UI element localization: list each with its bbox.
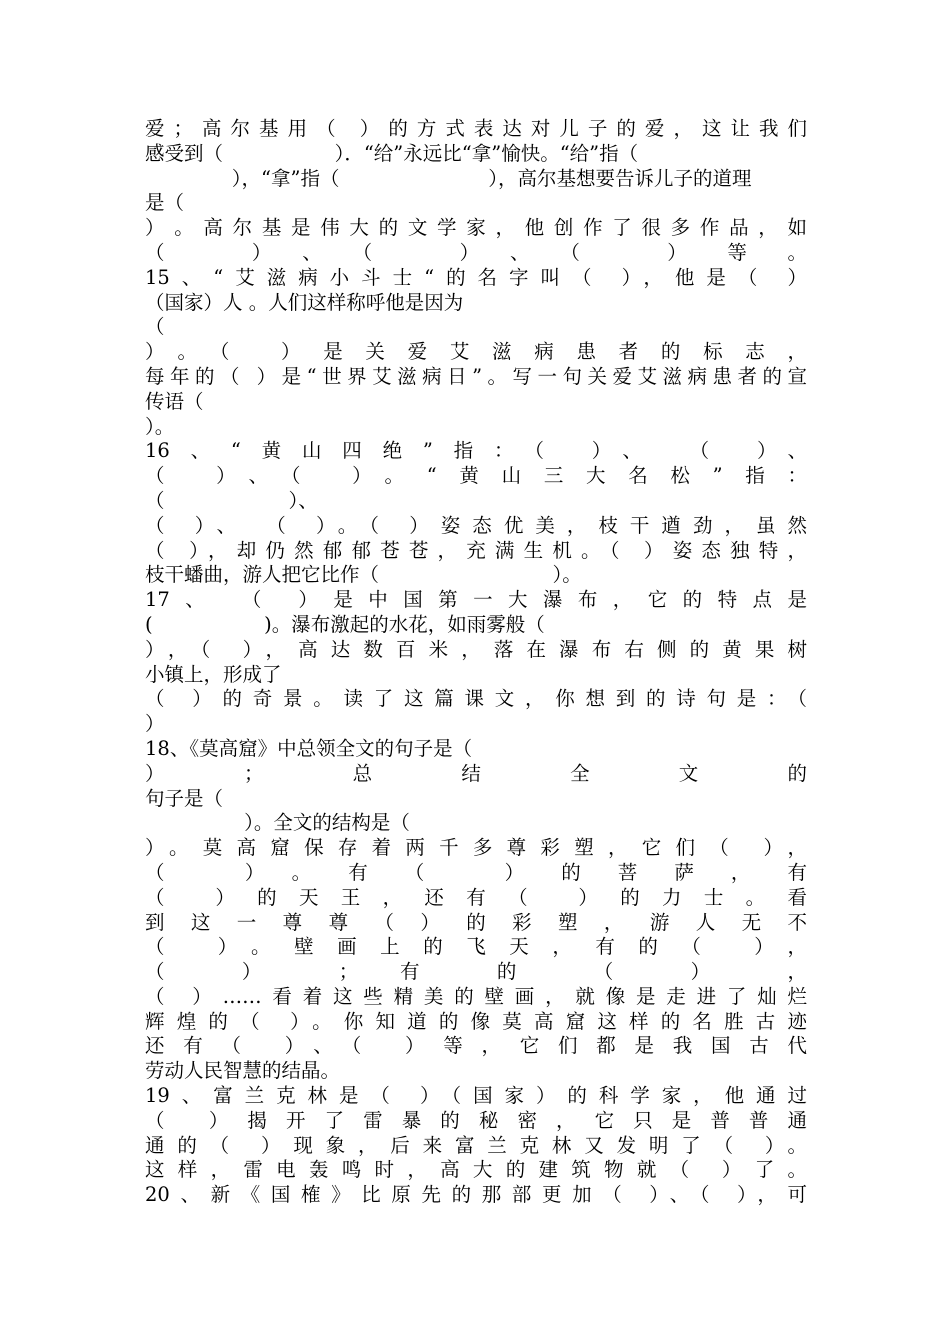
text-line: （ ）的天王，还有（ ）的力士。看	[145, 885, 807, 909]
text-line: （ ）、（ ）、（ ）等。	[145, 240, 807, 264]
text-line: ）；总结全文的	[145, 761, 807, 785]
text-line: （ ）。有（ ）的菩萨，有	[145, 860, 807, 884]
text-line: ），“拿”指（ ），高尔基想要告诉儿子的道理	[145, 166, 752, 190]
text-line: ）	[145, 712, 165, 736]
text-line: 句子是（	[145, 786, 224, 810]
text-line: （ ）揭开了雷暴的秘密，它只是普普通	[145, 1108, 807, 1132]
text-line: ） 。 高 尔 基 是 伟 大 的 文 学 家 ， 他 创 作 了 很 多 作 品 ， 如	[145, 216, 807, 240]
text-line: ）。（ ）是关爱艾滋病患者的标志，	[145, 340, 807, 364]
text-line: 17、 （ ）是中国第一大瀑布，它的特点是	[145, 588, 807, 612]
text-line: （ ）、 （ ）。（ ）姿态优美，枝干遒劲，虽然	[145, 513, 807, 537]
text-line: 16、“黄山四绝”指：（ ）、 （ ）、	[145, 439, 807, 463]
text-line: （	[145, 315, 165, 339]
text-line: 传语（	[145, 389, 204, 413]
text-line: ），（ ），高达数百米，落在瀑布右侧的黄果树	[145, 637, 807, 661]
text-line: 感受到（ ）．“给”永远比“拿”愉快。“给”指（	[145, 141, 639, 165]
text-line: ）。	[145, 414, 175, 438]
text-line: （ ） ； 有 的 （ ） ，	[145, 960, 807, 984]
text-line: 这样，雷电轰鸣时，高大的建筑物就（ ）了。	[145, 1158, 807, 1182]
text-line: ）。全文的结构是（	[145, 811, 410, 835]
text-line: （ ）、（ ）。“黄山三大名松”指：	[145, 464, 807, 488]
text-line: （ ）……看着这些精美的壁画，就像是走进了灿烂	[145, 984, 807, 1008]
text-line: 到 这 一 尊 尊 （ ） 的 彩 塑 ， 游 人 无 不	[145, 910, 807, 934]
text-line: （ ）。壁画上的飞天，有的（ ），	[145, 935, 807, 959]
text-line: 是（	[145, 191, 185, 215]
text-line: （国家）人 。人们这样称呼他是因为	[145, 290, 464, 314]
text-line: 还有（ ）、（ ）等，它们都是我国古代	[145, 1034, 807, 1058]
text-line: （ ）、	[145, 488, 318, 512]
text-line: ）。莫高窟保存着两千多尊彩塑，它们（ ），	[145, 836, 807, 860]
text-line: ( )。瀑布激起的水花，如雨雾般（	[145, 612, 545, 636]
text-line: 小镇上，形成了	[145, 662, 282, 686]
text-line: （ ），却仍然郁郁苍苍，充满生机。（ ）姿态独特，	[145, 538, 807, 562]
text-line: 19、富兰克林是（ ）（国家）的科学家，他通过	[145, 1084, 807, 1108]
text-line: （ ）的奇景。读了这篇课文，你想到的诗句是：（	[145, 687, 807, 711]
text-line: 辉煌的（ ）。你知道的像莫高窟这样的名胜古迹	[145, 1009, 807, 1033]
text-line: 20、新《国榷》比原先的那部更加（ ）、（ ），可	[145, 1183, 807, 1207]
text-line: 枝干蟠曲，游人把它比作（ ）。	[145, 563, 582, 587]
text-line: 每年的（ ）是“世界艾滋病日”。写一句关爱艾滋病患者的宣	[145, 364, 807, 388]
text-line: 15、“艾滋病小斗士“的名字叫（ ），他是（ ）	[145, 265, 807, 289]
text-line: 18、《莫高窟》中总领全文的句子是（	[145, 736, 473, 760]
text-line: 通的（ ）现象，后来富兰克林又发明了（ ）。	[145, 1133, 807, 1157]
text-line: 爱；高尔基用（ ）的方式表达对儿子的爱，这让我们	[145, 117, 807, 140]
document-page	[145, 117, 807, 1208]
text-line: 劳动人民智慧的结晶。	[145, 1059, 341, 1083]
